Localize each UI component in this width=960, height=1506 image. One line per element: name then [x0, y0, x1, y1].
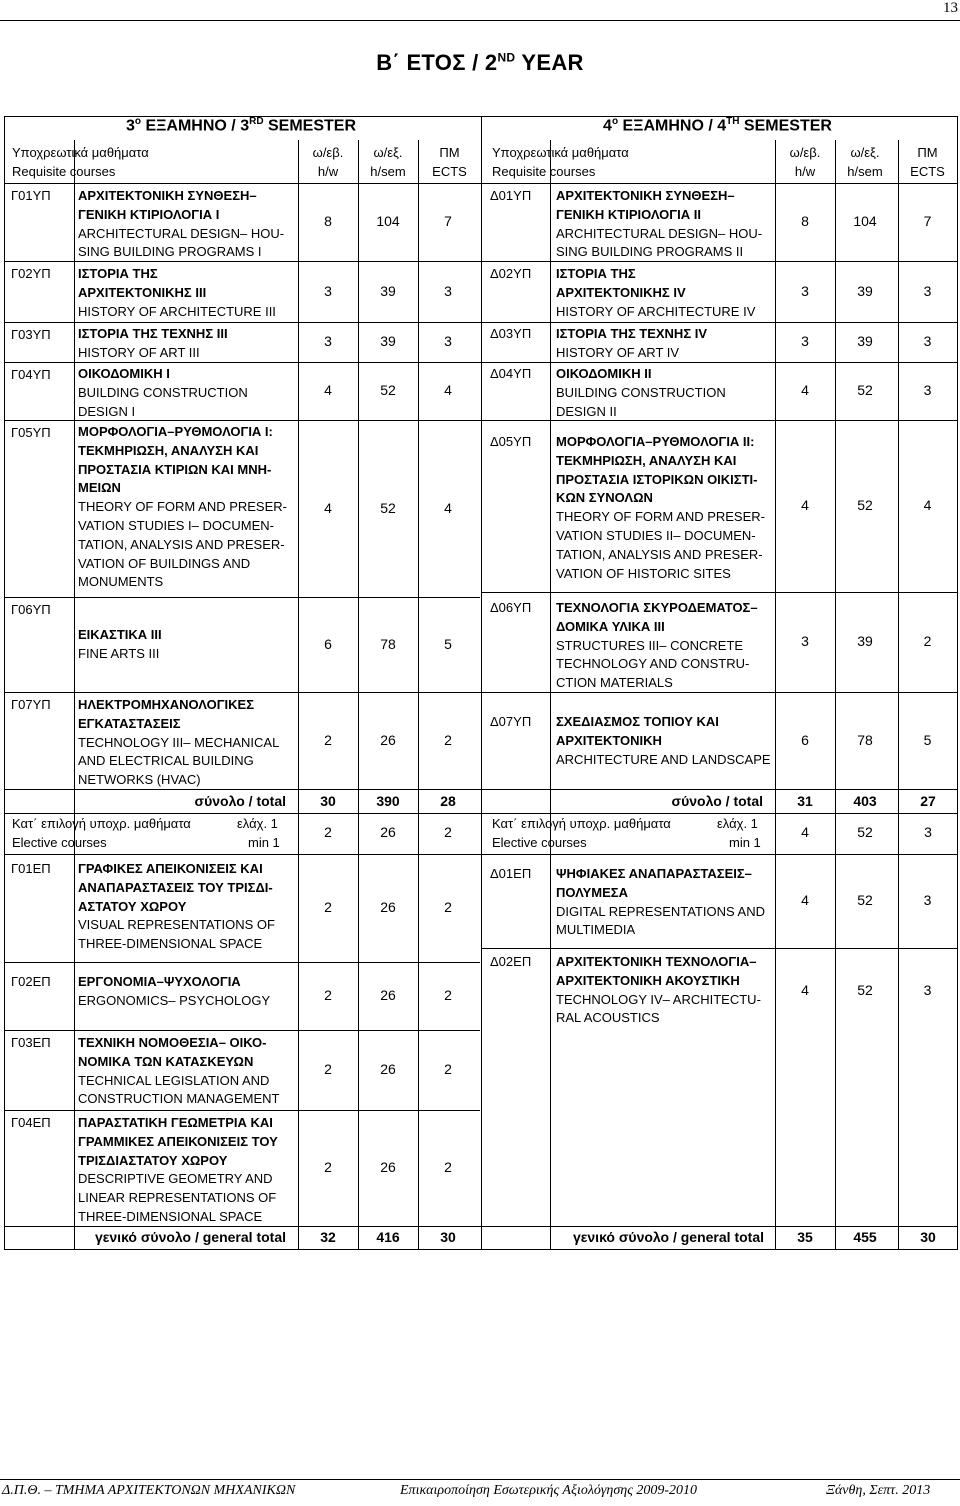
course-title [78, 365, 248, 421]
elective-title-english: LINEAR REPRESENTATIONS OF [78, 1190, 277, 1206]
hours-week-value: 4 [801, 982, 809, 998]
hours-week-value: 8 [801, 213, 809, 229]
elective-header-hw: 2 [324, 824, 332, 840]
course-code: Δ04ΥΠ [490, 366, 532, 381]
table-right-border [957, 116, 958, 140]
course-title-greek: ΙΣΤΟΡΙΑ ΤΗΣ ΤΕΧΝΗΣ ΙΙΙ [78, 326, 228, 341]
elective-code: Δ01ΕΠ [490, 866, 532, 881]
hours-semester-value: 78 [380, 635, 396, 652]
course-title-greek: ΗΛΕΚΤΡΟΜΗΧΑΝΟΛΟΓΙΚΕΣ [78, 697, 254, 712]
column-rule [298, 140, 299, 1250]
ects-value: 2 [923, 633, 932, 649]
column-rule [358, 140, 359, 1250]
row-rule [4, 322, 958, 323]
courses-header-gr: Υποχρεωτικά μαθήματα [12, 145, 149, 160]
course-title [556, 325, 707, 363]
general-total-label-right: γενικό σύνολο / general total [572, 1229, 764, 1245]
course-title-greek: ΚΩΝ ΣΥΝΟΛΩΝ [556, 490, 653, 506]
elective-title-greek: ΑΡΧΙΤΕΚΤΟΝΙΚΗ ΑΚΟΥΣΤΙΚΗ [556, 972, 740, 988]
hours-week-value: 4 [324, 382, 332, 398]
hours-week-value: 6 [324, 635, 332, 652]
hours-week-value: 6 [801, 731, 809, 748]
course-title-greek: ΜΟΡΦΟΛΟΓΙΑ–ΡΥΘΜΟΛΟΓΙΑ Ι: [78, 424, 273, 439]
row-rule [481, 592, 958, 593]
elective-title-greek: ΠΑΡΑΣΤΑΤΙΚΗ ΓΕΩΜΕΤΡΙΑ ΚΑΙ [78, 1115, 273, 1130]
course-title-greek: ΠΡΟΣΤΑΣΙΑ ΙΣΤΟΡΙΚΩΝ ΟΙΚΙΣΤΙ- [556, 471, 758, 487]
row-rule [4, 813, 958, 814]
elective-header-min-en: min 1 [248, 835, 280, 850]
course-code: Δ01ΥΠ [490, 188, 532, 203]
course-code: Δ06ΥΠ [490, 600, 532, 615]
elective-title-english: TECHNOLOGY IV– ARCHITECTU- [556, 991, 761, 1007]
elective-code: Δ02ΕΠ [490, 954, 532, 969]
row-rule [4, 1030, 480, 1031]
ects-value: 5 [444, 635, 452, 652]
elective-header-min-en: min 1 [729, 835, 761, 850]
elective-title-greek: ΕΡΓΟΝΟΜΙΑ–ΨΥΧΟΛΟΓΙΑ [78, 974, 241, 989]
course-title-greek: ΜΕΙΩΝ [78, 480, 121, 496]
general-total-ects: 30 [440, 1229, 456, 1245]
course-code: Δ03ΥΠ [490, 326, 532, 341]
course-title-greek: ΑΡΧΙΤΕΚΤΟΝΙΚΗ [556, 732, 662, 748]
elective-header-gr: Κατ΄ επιλογή υποχρ. μαθήματα [12, 816, 191, 831]
column-rule [74, 140, 75, 1250]
footer-institution: Δ.Π.Θ. – ΤΜΗΜΑ ΑΡΧΙΤΕΚΤΟΝΩΝ ΜΗΧΑΝΙΚΩΝ [2, 1483, 296, 1498]
elective-header-min-gr: ελάχ. 1 [237, 816, 278, 831]
elective-title-english: MULTIMEDIA [556, 922, 636, 938]
hours-semester-value: 26 [380, 731, 396, 748]
elective-title-english: DIGITAL REPRESENTATIONS AND [556, 903, 765, 919]
column-rule [550, 140, 551, 1250]
ects-value: 2 [444, 987, 452, 1003]
ects-value: 3 [923, 282, 932, 299]
ects-value: 3 [923, 982, 932, 998]
ects-value: 3 [923, 333, 932, 349]
course-title [78, 325, 228, 363]
ects-value: 4 [444, 382, 452, 398]
course-title-english: TATION, ANALYSIS AND PRESER- [78, 536, 285, 552]
course-title-greek: ΤΕΧΝΟΛΟΓΙΑ ΣΚΥΡΟΔΕΜΑΤΟΣ– [556, 600, 758, 615]
hours-week-value: 3 [801, 333, 809, 349]
ects-header-en: ECTS [432, 164, 467, 179]
elective-title-greek: ΤΕΧΝΙΚΗ ΝΟΜΟΘΕΣΙΑ– ΟΙΚΟ- [78, 1035, 267, 1050]
course-title-english: VATION OF HISTORIC SITES [556, 565, 731, 581]
elective-header-en: Elective courses [12, 835, 107, 850]
row-rule [4, 183, 958, 184]
elective-title [78, 860, 275, 954]
row-rule [4, 1110, 480, 1111]
course-title [78, 626, 162, 664]
elective-title-english: TECHNICAL LEGISLATION AND [78, 1072, 270, 1088]
course-code: Γ06ΥΠ [11, 602, 51, 617]
elective-code: Γ01ΕΠ [11, 861, 51, 876]
total-ects: 27 [920, 793, 936, 809]
course-title-english: HISTORY OF ARCHITECTURE IV [556, 303, 756, 319]
course-title-english: DESIGN I [78, 403, 136, 419]
course-title-english: TATION, ANALYSIS AND PRESER- [556, 546, 763, 562]
course-title-english: HISTORY OF ART IV [556, 344, 680, 360]
course-title [78, 187, 284, 262]
hours-semester-header-en: h/sem [847, 164, 883, 179]
footer-document: Επικαιροποίηση Εσωτερικής Αξιολόγησης 2009-2010 [400, 1483, 698, 1498]
hours-week-value: 2 [324, 899, 332, 915]
course-title-english: BUILDING CONSTRUCTION [556, 384, 726, 400]
course-title-english: DESIGN II [556, 403, 617, 419]
elective-title-greek: ΑΣΤΑΤΟΥ ΧΩΡΟΥ [78, 898, 187, 914]
hours-semester-header-en: h/sem [370, 164, 406, 179]
course-title-english: SING BUILDING PROGRAMS I [78, 244, 262, 260]
elective-code: Γ04ΕΠ [11, 1115, 51, 1130]
ects-value: 2 [444, 731, 452, 748]
total-hsem: 403 [853, 793, 877, 809]
course-title-greek: ΙΣΤΟΡΙΑ ΤΗΣ ΤΕΧΝΗΣ IV [556, 326, 708, 341]
elective-title-english: VISUAL REPRESENTATIONS OF [78, 917, 275, 933]
ects-header-en: ECTS [910, 164, 945, 179]
hours-semester-value: 39 [857, 633, 873, 649]
course-title-english: SING BUILDING PROGRAMS II [556, 244, 744, 260]
column-rule [898, 140, 899, 1250]
general-total-label-left: γενικό σύνολο / general total [94, 1229, 286, 1245]
course-title-greek: ΣΧΕΔΙΑΣΜΟΣ ΤΟΠΙΟΥ ΚΑΙ [556, 714, 719, 729]
general-total-hsem: 455 [853, 1229, 877, 1245]
elective-title [78, 973, 270, 1011]
course-title-english: STRUCTURES III– CONCRETE [556, 637, 744, 653]
hours-week-value: 4 [801, 497, 809, 513]
course-title-greek: ΟΙΚΟΔΟΜΙΚΗ Ι [78, 366, 170, 381]
course-title-english: FINE ARTS III [78, 645, 160, 661]
course-title-greek: ΕΓΚΑΤΑΣΤΑΣΕΙΣ [78, 715, 181, 731]
course-code: Γ05ΥΠ [11, 425, 51, 440]
course-title [78, 696, 279, 790]
course-title [78, 265, 276, 321]
hours-semester-value: 26 [380, 1159, 396, 1175]
elective-title-greek: ΓΡΑΜΜΙΚΕΣ ΑΠΕΙΚΟΝΙΣΕΙΣ ΤΟΥ [78, 1133, 278, 1149]
total-label-right: σύνολο / total [671, 793, 763, 809]
course-code: Γ07ΥΠ [11, 697, 51, 712]
column-rule [4, 140, 5, 1250]
total-ects: 28 [440, 793, 456, 809]
course-title-english: TECHNOLOGY III– MECHANICAL [78, 734, 280, 750]
course-title-greek: ΔΟΜΙΚΑ ΥΛΙΚΑ ΙΙΙ [556, 618, 665, 634]
course-title-english: MONUMENTS [78, 574, 164, 590]
row-rule [4, 962, 480, 963]
hours-semester-value: 26 [380, 899, 396, 915]
column-rule [775, 140, 776, 1250]
course-title [556, 365, 726, 421]
course-title-greek: ΓΕΝΙΚΗ ΚΤΙΡΙΟΛΟΓΙΑ ΙΙ [556, 206, 701, 222]
course-code: Γ01ΥΠ [11, 188, 51, 203]
ects-value: 2 [444, 899, 452, 915]
elective-header-ects: 2 [444, 824, 452, 840]
course-title-english: BUILDING CONSTRUCTION [78, 384, 248, 400]
total-hw: 31 [797, 793, 813, 809]
course-title [556, 599, 758, 693]
course-title-english: HISTORY OF ARCHITECTURE III [78, 303, 276, 319]
table-left-border [4, 116, 5, 140]
course-title-greek: ΙΣΤΟΡΙΑ ΤΗΣ [78, 266, 158, 281]
course-title [556, 433, 765, 583]
hours-week-value: 2 [324, 987, 332, 1003]
hours-week-header-en: h/w [794, 164, 816, 179]
course-title-greek: ΠΡΟΣΤΑΣΙΑ ΚΤΙΡΙΩΝ ΚΑΙ ΜΝΗ- [78, 461, 272, 477]
hours-week-value: 3 [801, 282, 809, 299]
footer-rule [0, 1479, 960, 1480]
elective-title-greek: ΠΟΛΥΜΕΣΑ [556, 884, 629, 900]
hours-week-value: 3 [801, 633, 809, 649]
course-code: Δ02ΥΠ [490, 266, 532, 281]
hours-semester-value: 52 [380, 499, 396, 516]
hours-semester-value: 52 [857, 497, 873, 513]
course-title-greek: ΟΙΚΟΔΟΜΙΚΗ ΙΙ [556, 366, 652, 381]
row-rule [4, 597, 480, 598]
hours-semester-value: 26 [380, 1061, 396, 1077]
total-hw: 30 [320, 793, 336, 809]
course-title-greek: ΤΕΚΜΗΡΙΩΣΗ, ΑΝΑΛΥΣΗ ΚΑΙ [78, 442, 259, 458]
elective-header-hsem: 26 [380, 824, 396, 840]
hours-semester-value: 39 [380, 333, 396, 349]
elective-title-greek: ΝΟΜΙΚΑ ΤΩΝ ΚΑΤΑΣΚΕΥΩΝ [78, 1053, 254, 1069]
course-title-greek: ΙΣΤΟΡΙΑ ΤΗΣ [556, 266, 636, 281]
hours-week-value: 2 [324, 1061, 332, 1077]
hours-semester-value: 39 [857, 282, 873, 299]
elective-title-greek: ΑΝΑΠΑΡΑΣΤΑΣΕΙΣ ΤΟΥ ΤΡΙΣΔΙ- [78, 879, 273, 895]
course-title-greek: ΑΡΧΙΤΕΚΤΟΝΙΚΗ ΣΥΝΘΕΣΗ– [556, 188, 735, 203]
hours-semester-header-gr: ω/εξ. [850, 145, 880, 160]
ects-header-gr: ΠΜ [439, 145, 460, 160]
course-title-greek: ΑΡΧΙΤΕΚΤΟΝΙΚΗΣ IV [556, 284, 686, 300]
hours-semester-value: 104 [853, 213, 877, 229]
total-hsem: 390 [376, 793, 400, 809]
hours-week-value: 2 [324, 731, 332, 748]
course-code: Γ04ΥΠ [11, 367, 51, 382]
course-title [78, 423, 287, 592]
ects-value: 2 [444, 1061, 452, 1077]
course-title-english: AND ELECTRICAL BUILDING [78, 753, 254, 769]
hours-semester-value: 52 [857, 982, 873, 998]
elective-title [556, 953, 761, 1028]
course-title [556, 265, 755, 321]
header-rule [0, 20, 960, 21]
hours-week-value: 4 [324, 499, 332, 516]
course-title-english: TECHNOLOGY AND CONSTRU- [556, 656, 750, 672]
elective-header-en: Elective courses [492, 835, 587, 850]
course-code: Δ07ΥΠ [490, 714, 532, 729]
elective-title-greek: ΨΗΦΙΑΚΕΣ ΑΝΑΠΑΡΑΣΤΑΣΕΙΣ– [556, 866, 752, 881]
course-title-english: THEORY OF FORM AND PRESER- [78, 499, 287, 515]
general-total-hsem: 416 [376, 1229, 400, 1245]
course-code: Γ03ΥΠ [11, 327, 51, 342]
footer-place-date: Ξάνθη, Σεπτ. 2013 [826, 1483, 931, 1498]
semester-4-title: $4^o$ ΕΞΑΜΗΝΟ / 4TH SEMESTER [603, 116, 832, 135]
course-title-english: ARCHITECTURAL DESIGN– HOU- [78, 225, 285, 241]
ects-value: 4 [923, 497, 932, 513]
general-total-hw: 35 [797, 1229, 813, 1245]
ects-value: 3 [444, 282, 452, 299]
elective-title-english: THREE-DIMENSIONAL SPACE [78, 936, 263, 952]
elective-header-ects: 3 [924, 824, 932, 840]
elective-title-greek: ΤΡΙΣΔΙΑΣΤΑΤΟΥ ΧΩΡΟΥ [78, 1152, 228, 1168]
course-title-english: HISTORY OF ART III [78, 344, 200, 360]
general-total-hw: 32 [320, 1229, 336, 1245]
course-code: Δ05ΥΠ [490, 434, 532, 449]
page-number: 13 [943, 0, 958, 16]
course-title-english: VATION OF BUILDINGS AND [78, 555, 251, 571]
elective-title-greek: ΓΡΑΦΙΚΕΣ ΑΠΕΙΚΟΝΙΣΕΙΣ ΚΑΙ [78, 861, 263, 876]
courses-header-gr: Υποχρεωτικά μαθήματα [492, 145, 629, 160]
hours-week-value: 3 [324, 333, 332, 349]
elective-title-english: THREE-DIMENSIONAL SPACE [78, 1208, 263, 1224]
course-title [556, 713, 771, 769]
courses-header-en: Requisite courses [492, 164, 596, 179]
elective-title-english: RAL ACOUSTICS [556, 1010, 660, 1026]
hours-week-header-en: h/w [317, 164, 339, 179]
course-title-greek: ΑΡΧΙΤΕΚΤΟΝΙΚΗΣ ΙΙΙ [78, 284, 207, 300]
course-title-english: VATION STUDIES II– DOCUMEN- [556, 527, 756, 543]
course-title-english: ARCHITECTURAL DESIGN– HOU- [556, 225, 763, 241]
course-title-greek: ΜΟΡΦΟΛΟΓΙΑ–ΡΥΘΜΟΛΟΓΙΑ ΙΙ: [556, 434, 755, 449]
ects-value: 7 [923, 213, 932, 229]
total-label-left: σύνολο / total [194, 793, 286, 809]
course-title-english: NETWORKS (HVAC) [78, 772, 201, 788]
course-title-english: THEORY OF FORM AND PRESER- [556, 509, 765, 525]
page-title: Β΄ ΕΤΟΣ / 2ND YEAR [376, 50, 584, 75]
ects-value: 3 [923, 892, 932, 908]
course-title-english: ARCHITECTURE AND LANDSCAPE [556, 751, 771, 767]
hours-semester-value: 52 [857, 892, 873, 908]
hours-semester-value: 52 [380, 382, 396, 398]
row-rule [4, 1249, 958, 1250]
elective-title-english: DESCRIPTIVE GEOMETRY AND [78, 1171, 273, 1187]
column-rule [957, 140, 958, 1250]
elective-code: Γ02ΕΠ [11, 974, 51, 989]
column-rule [481, 140, 482, 1250]
course-title-greek: ΕΙΚΑΣΤΙΚΑ ΙΙΙ [78, 627, 162, 642]
elective-title-english: CONSTRUCTION MANAGEMENT [78, 1091, 280, 1107]
hours-semester-value: 78 [857, 731, 873, 748]
ects-value: 5 [923, 731, 932, 748]
courses-header-en: Requisite courses [12, 164, 116, 179]
ects-value: 3 [444, 333, 452, 349]
elective-header-hw: 4 [801, 824, 809, 840]
hours-week-value: 3 [324, 282, 332, 299]
semester-3-title: $3^o$ ΕΞΑΜΗΝΟ / 3RD SEMESTER [125, 116, 357, 135]
hours-semester-value: 52 [857, 382, 873, 398]
column-rule [835, 140, 836, 1250]
ects-value: 3 [923, 382, 932, 398]
general-total-ects: 30 [920, 1229, 936, 1245]
table-middle-border [481, 116, 482, 140]
column-rule [418, 140, 419, 1250]
hours-week-header-gr: ω/εβ. [312, 145, 344, 160]
hours-semester-value: 39 [380, 282, 396, 299]
elective-code: Γ03ΕΠ [11, 1035, 51, 1050]
elective-title [78, 1114, 278, 1227]
elective-title [556, 865, 765, 940]
course-title-english: VATION STUDIES I– DOCUMEN- [78, 517, 274, 533]
row-rule [4, 854, 958, 855]
hours-semester-value: 39 [857, 333, 873, 349]
ects-value: 2 [444, 1159, 452, 1175]
hours-week-header-gr: ω/εβ. [789, 145, 821, 160]
course-code: Γ02ΥΠ [11, 266, 51, 281]
row-rule [4, 692, 958, 693]
course-title-greek: ΓΕΝΙΚΗ ΚΤΙΡΙΟΛΟΓΙΑ Ι [78, 206, 220, 222]
ects-value: 7 [444, 213, 452, 229]
elective-header-gr: Κατ΄ επιλογή υποχρ. μαθήματα [492, 816, 671, 831]
course-title-greek: ΑΡΧΙΤΕΚΤΟΝΙΚΗ ΣΥΝΘΕΣΗ– [78, 188, 257, 203]
course-title [556, 187, 762, 262]
elective-title [78, 1034, 280, 1109]
hours-semester-header-gr: ω/εξ. [373, 145, 403, 160]
ects-value: 4 [444, 499, 452, 516]
ects-header-gr: ΠΜ [917, 145, 938, 160]
course-title-greek: ΤΕΚΜΗΡΙΩΣΗ, ΑΝΑΛΥΣΗ ΚΑΙ [556, 452, 737, 468]
elective-title-english: ERGONOMICS– PSYCHOLOGY [78, 992, 271, 1008]
row-rule [481, 948, 958, 949]
elective-header-hsem: 52 [857, 824, 873, 840]
elective-header-min-gr: ελάχ. 1 [717, 816, 758, 831]
hours-semester-value: 104 [376, 213, 400, 229]
course-title-english: CTION MATERIALS [556, 675, 673, 691]
hours-week-value: 4 [801, 382, 809, 398]
hours-week-value: 8 [324, 213, 332, 229]
hours-semester-value: 26 [380, 987, 396, 1003]
elective-title-greek: ΑΡΧΙΤΕΚΤΟΝΙΚΗ ΤΕΧΝΟΛΟΓΙΑ– [556, 954, 757, 969]
hours-week-value: 2 [324, 1159, 332, 1175]
hours-week-value: 4 [801, 892, 809, 908]
